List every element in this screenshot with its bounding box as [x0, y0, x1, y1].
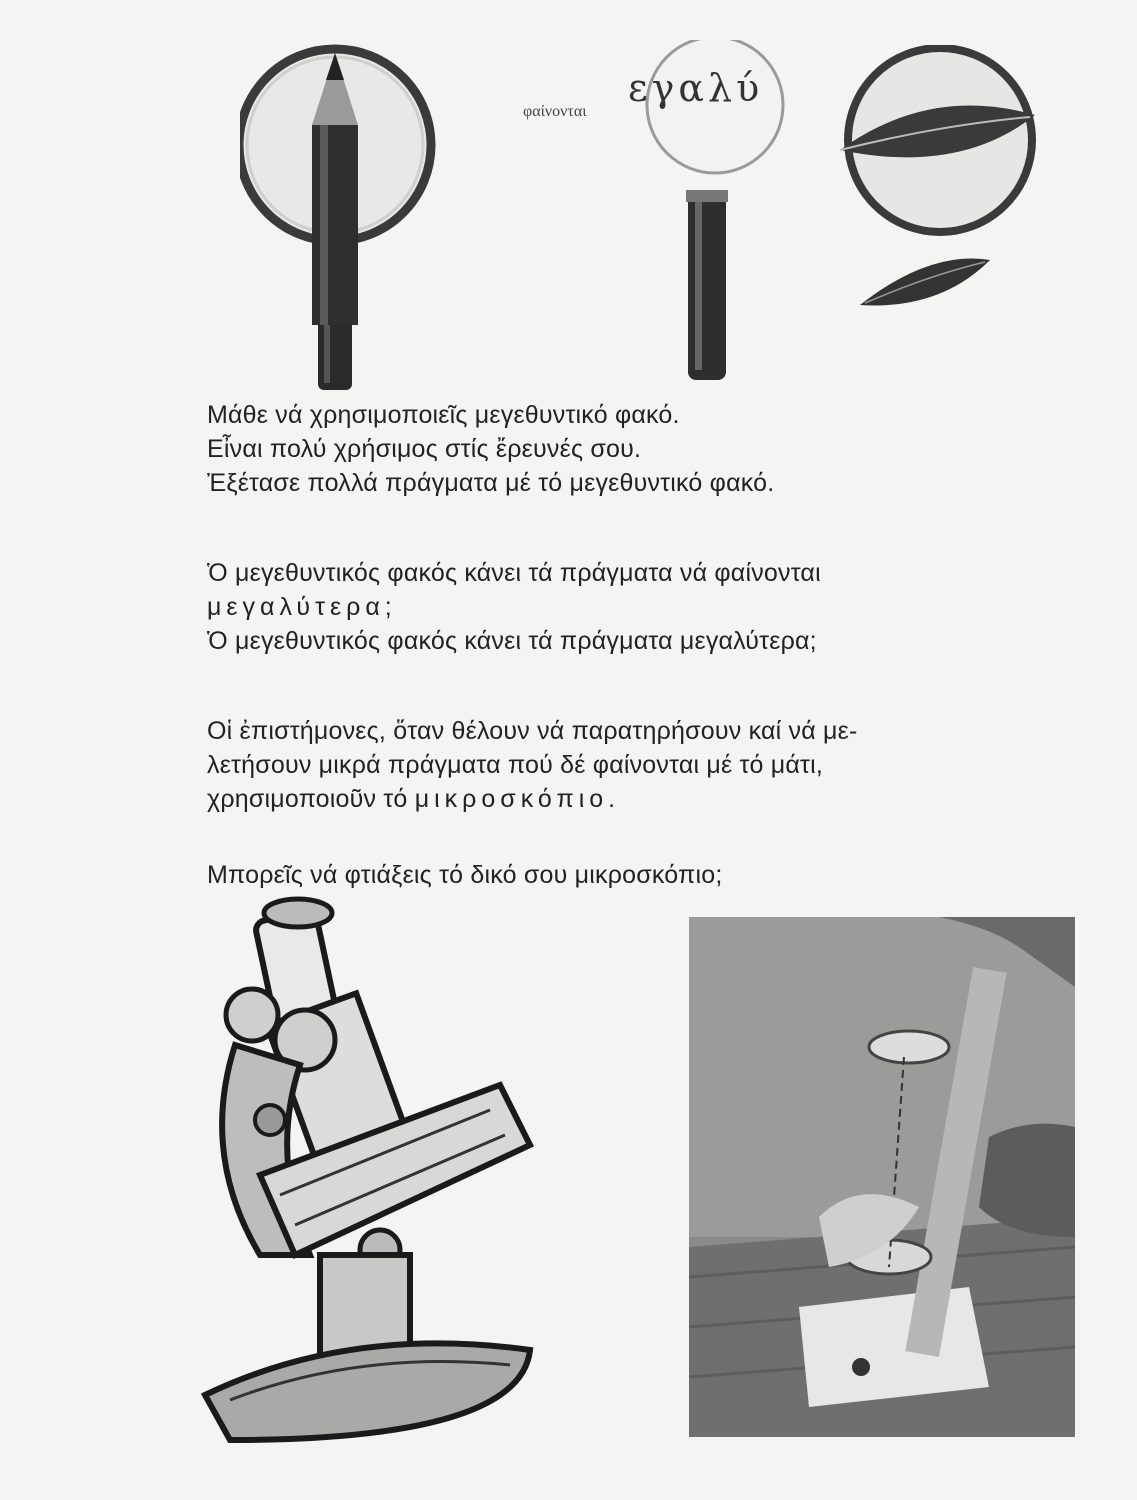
homemade-microscope-photo — [689, 917, 1075, 1437]
microscope-illustration — [200, 895, 640, 1445]
paragraph-scientists — [207, 714, 1087, 816]
paragraph-magnifier-question — [207, 556, 1087, 658]
text-line: Ὁ μεγεθυντικός φακός κάνει τά πράγματα νά φαίνονται — [207, 559, 821, 587]
text-line: μεγαλύτερα; — [207, 593, 397, 621]
text-line: Μάθε νά χρησιμοποιεῖς μεγεθυντικό φακό. — [207, 401, 680, 429]
text-fragment: χρησιμοποιοῦν τό — [207, 785, 415, 813]
text-line: Ἐξέτασε πολλά πράγματα μέ τό μεγεθυντικό φακό. — [207, 469, 775, 497]
magnifier-leaf-illustration — [820, 45, 1070, 325]
microscope-word: μικροσκόπιο. — [414, 785, 621, 813]
lens-word: εγαλύ — [628, 66, 764, 110]
paragraph-build-microscope — [207, 858, 1087, 892]
text-line: Οἱ ἐπιστήμονες, ὅταν θέλουν νά παρατηρήσουν καί νά με- — [207, 717, 858, 745]
text-line: λετήσουν μικρά πράγματα πού δέ φαίνονται μέ τό μάτι, — [207, 751, 824, 779]
text-line: Μπορεῖς νά φτιάξεις τό δικό σου μικροσκόπιο; — [207, 861, 723, 889]
text-line — [207, 782, 1087, 816]
text-line: Ὁ μεγεθυντικός φακός κάνει τά πράγματα μεγαλύτερα; — [207, 627, 817, 655]
paragraph-magnifier-usage — [207, 398, 1087, 500]
lens-caption: φαίνονται — [523, 103, 587, 120]
text-line: Εἶναι πολύ χρήσιμος στίς ἔρευνές σου. — [207, 435, 642, 463]
magnifier-pencil-illustration — [240, 35, 450, 395]
